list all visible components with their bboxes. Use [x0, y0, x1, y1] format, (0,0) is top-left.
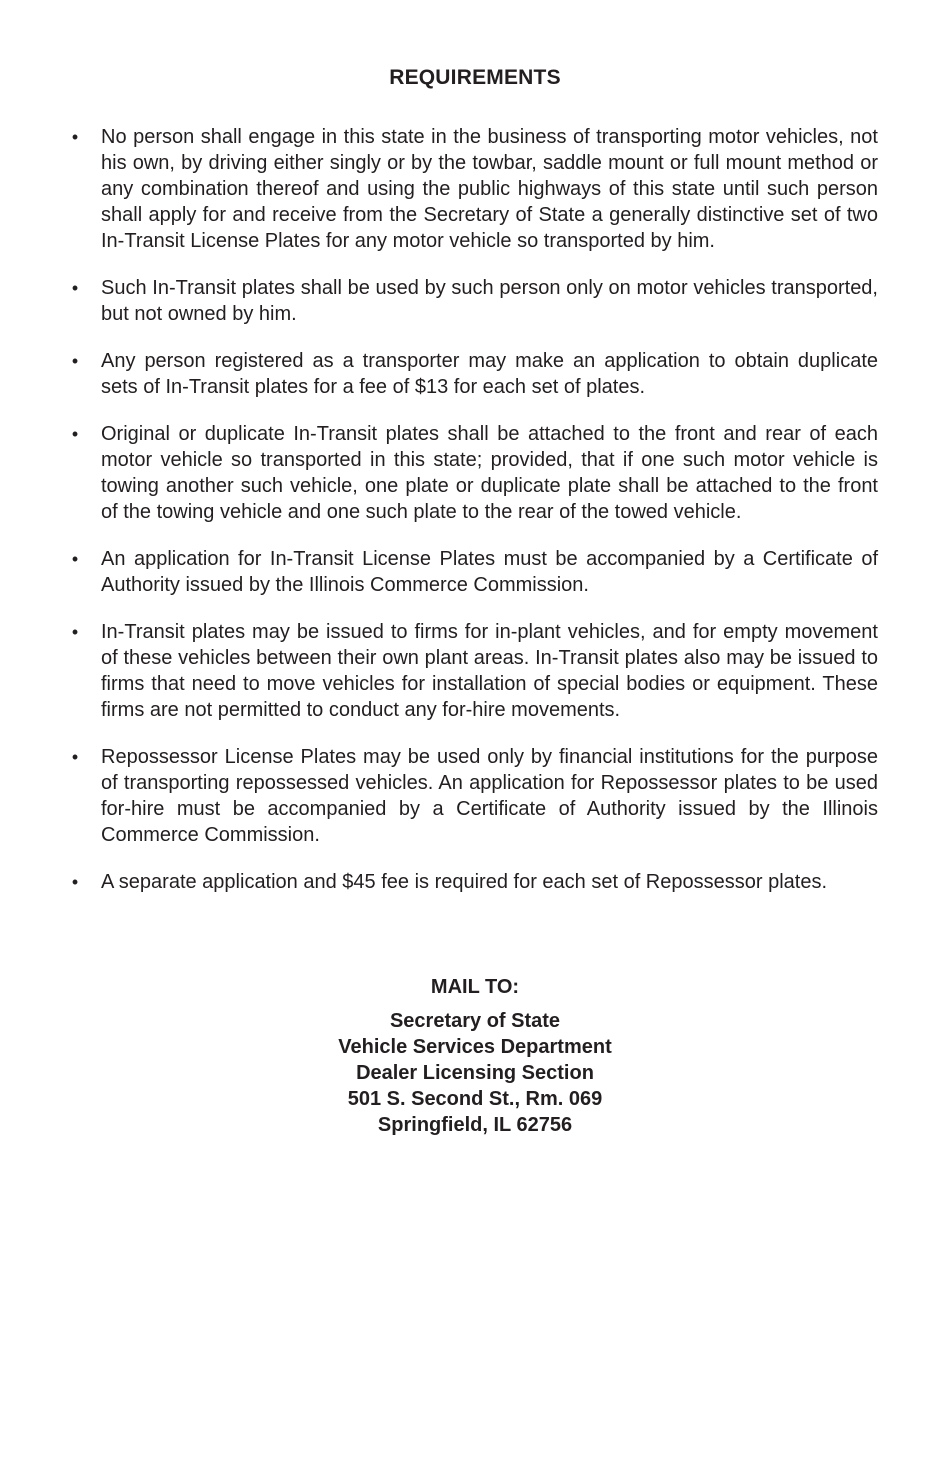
requirements-list	[0, 124, 950, 916]
page-title: REQUIREMENTS	[389, 66, 561, 89]
list-item	[0, 546, 950, 598]
address-line-recipient: Secretary of State	[389, 1010, 561, 1032]
bullet-icon: •	[71, 622, 79, 642]
list-item	[0, 124, 950, 254]
mailing-address	[0, 1008, 950, 1138]
bullet-icon: •	[71, 549, 79, 569]
list-item	[0, 744, 950, 848]
bullet-icon: •	[71, 278, 79, 298]
bullet-icon: •	[71, 747, 79, 767]
list-item	[0, 348, 950, 400]
address-line-street: 501 S. Second St., Rm. 069	[347, 1088, 603, 1110]
requirement-text: Repossessor License Plates may be used only by financial institutions for the purpose of transporting repossessed vehicles. An application for Repossessor plates to be used for-hire must be accompanied by a Certificate of Authority issued by the Illinois Commerce Commission.	[101, 746, 878, 846]
list-item	[0, 275, 950, 327]
requirement-text: In-Transit plates may be issued to firms for in-plant vehicles, and for empty movement of these vehicles between their own plant areas. In-Transit plates also may be issued to firms that need to move vehicles for installation of special bodies or equipment. These firms are not permitted to conduct any for-hire movements.	[101, 621, 878, 721]
address-line-city: Springfield, IL 62756	[377, 1114, 573, 1136]
address-line-department: Vehicle Services Department	[338, 1036, 612, 1058]
requirement-text: Any person registered as a transporter may make an application to obtain duplicate sets of In-Transit plates for a fee of $13 for each set of plates.	[101, 350, 878, 398]
list-item	[0, 869, 950, 895]
requirement-text: A separate application and $45 fee is required for each set of Repossessor plates.	[101, 871, 828, 893]
address-line-section: Dealer Licensing Section	[356, 1062, 594, 1084]
list-item	[0, 421, 950, 525]
bullet-icon: •	[71, 351, 79, 371]
requirement-text: No person shall engage in this state in the business of transporting motor vehicles, not his own, by driving either singly or by the towbar, saddle mount or full mount method or any combination thereof and using the public highways of this state until such person shall apply for and receive from the Secretary of State a generally distinctive set of two In-Transit License Plates for any motor vehicle so transported by him.	[101, 126, 878, 252]
requirement-text: Original or duplicate In-Transit plates shall be attached to the front and rear of each motor vehicle so transported in this state; provided, that if one such motor vehicle is towing another such vehicle, one plate or duplicate plate shall be attached to the front of the towing vehicle and one such plate to the rear of the towed vehicle.	[101, 423, 878, 523]
bullet-icon: •	[71, 872, 79, 892]
bullet-icon: •	[71, 127, 79, 147]
mail-to-heading: MAIL TO:	[430, 976, 520, 998]
bullet-icon: •	[71, 424, 79, 444]
requirement-text: An application for In-Transit License Plates must be accompanied by a Certificate of Authority issued by the Illinois Commerce Commission.	[101, 548, 878, 596]
requirement-text: Such In-Transit plates shall be used by such person only on motor vehicles transported, but not owned by him.	[101, 277, 878, 325]
list-item	[0, 619, 950, 723]
